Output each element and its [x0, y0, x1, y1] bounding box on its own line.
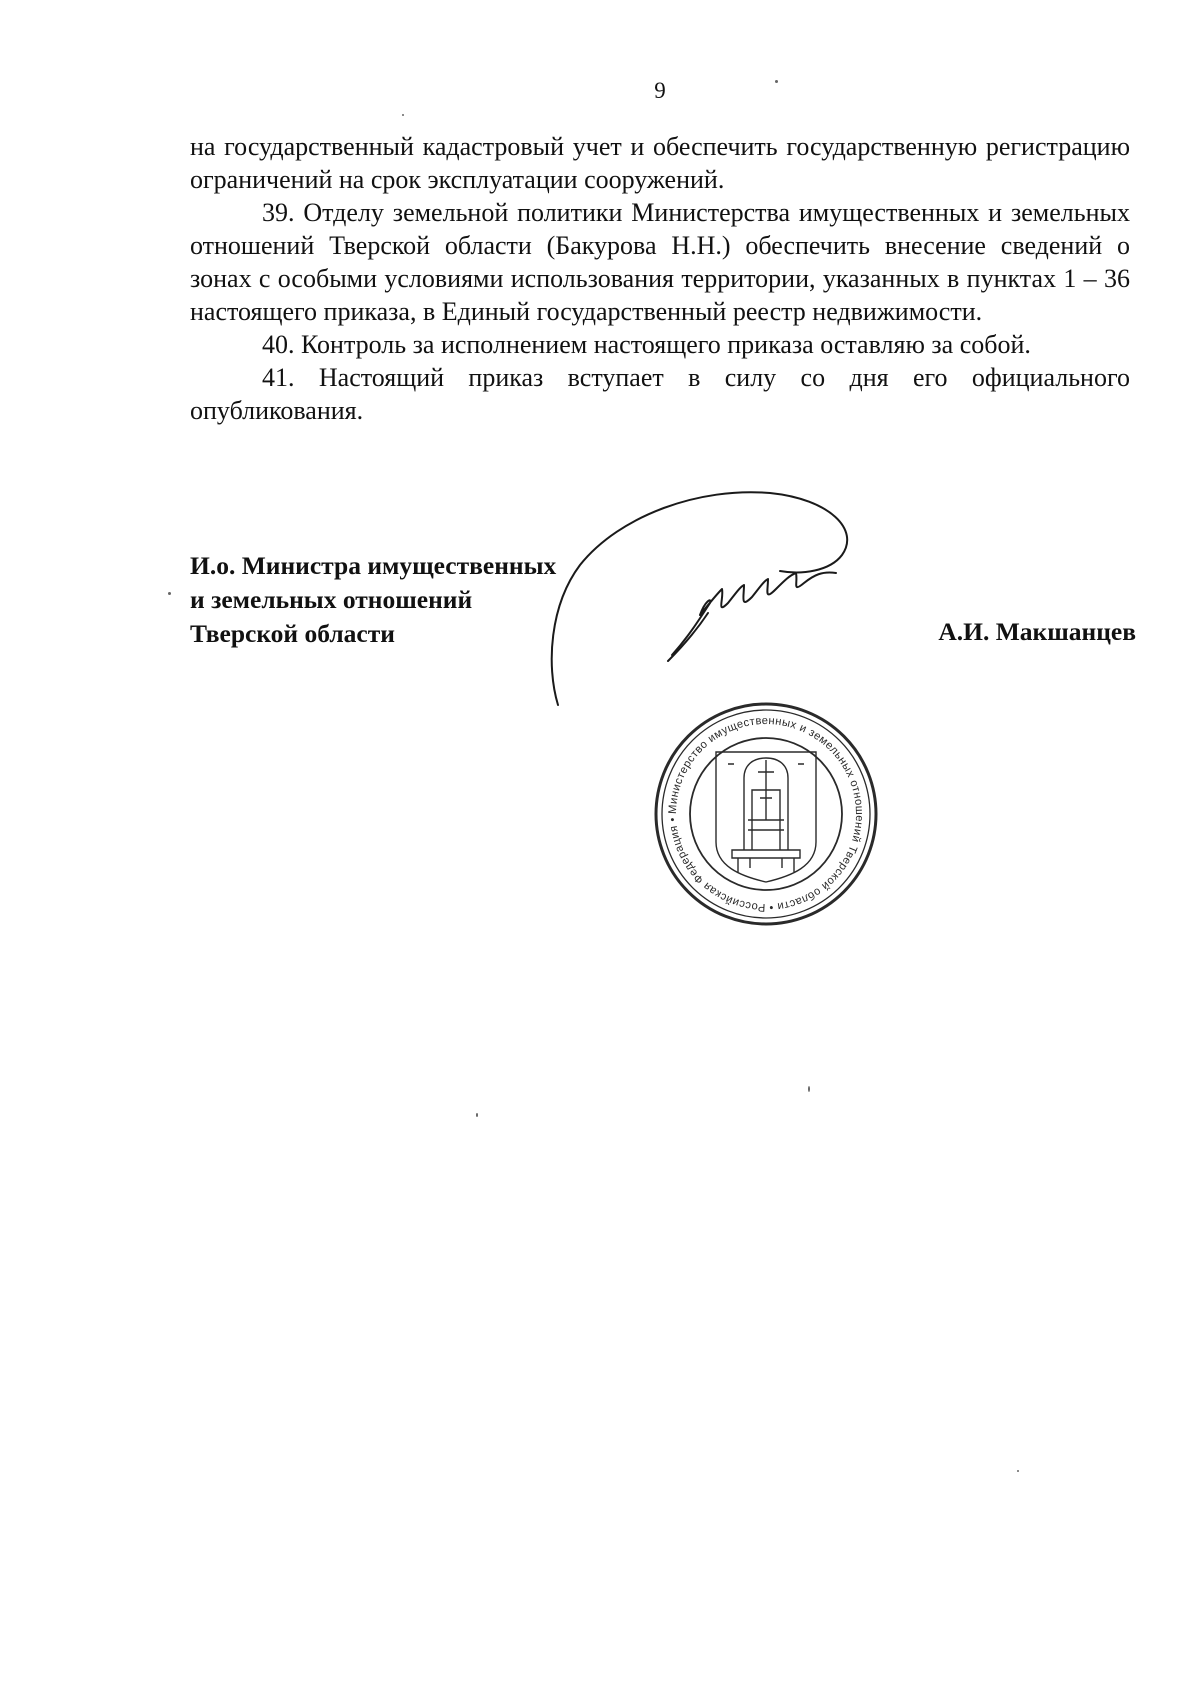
- signature-icon: [540, 475, 870, 725]
- paragraph-39: 39. Отделу земельной политики Министерства имущественных и земельных отношений Тверской области (Бакурова Н.Н.) обеспечить внесение сведений о зонах с особыми условиями использования территории, указанных в пунктах 1 – 36 настоящего приказа, в Единый государственный реестр недвижимости.: [190, 198, 1130, 326]
- coat-of-arms-icon: [716, 752, 816, 882]
- scan-speck: [808, 1086, 810, 1092]
- signatory-title-line1: И.о. Министра имущественных: [190, 551, 557, 580]
- paragraph-40: 40. Контроль за исполнением настоящего приказа оставляю за собой.: [262, 330, 1031, 359]
- signatory-title-line3: Тверской области: [190, 619, 395, 648]
- seal-text: Министерство имущественных и земельных отношений Тверской области • Российская Федерация •: [666, 714, 866, 914]
- seal-icon: [652, 700, 880, 928]
- scan-speck: [1017, 1470, 1019, 1472]
- scan-speck: [476, 1113, 478, 1117]
- paragraph-41: 41. Настоящий приказ вступает в силу со дня его официального опубликования.: [190, 363, 1130, 425]
- signatory-block: [190, 549, 556, 651]
- order-body: [190, 130, 1130, 427]
- page-number: 9: [654, 78, 666, 103]
- scan-speck: [402, 114, 404, 116]
- paragraph-continuation: на государственный кадастровый учет и обеспечить государственную регистрацию ограничений на срок эксплуатации сооружений.: [190, 132, 1130, 194]
- signer-name: А.И. Макшанцев: [938, 617, 1136, 646]
- scan-speck: [168, 592, 171, 595]
- scan-speck: [775, 80, 778, 83]
- signatory-title-line2: и земельных отношений: [190, 585, 473, 614]
